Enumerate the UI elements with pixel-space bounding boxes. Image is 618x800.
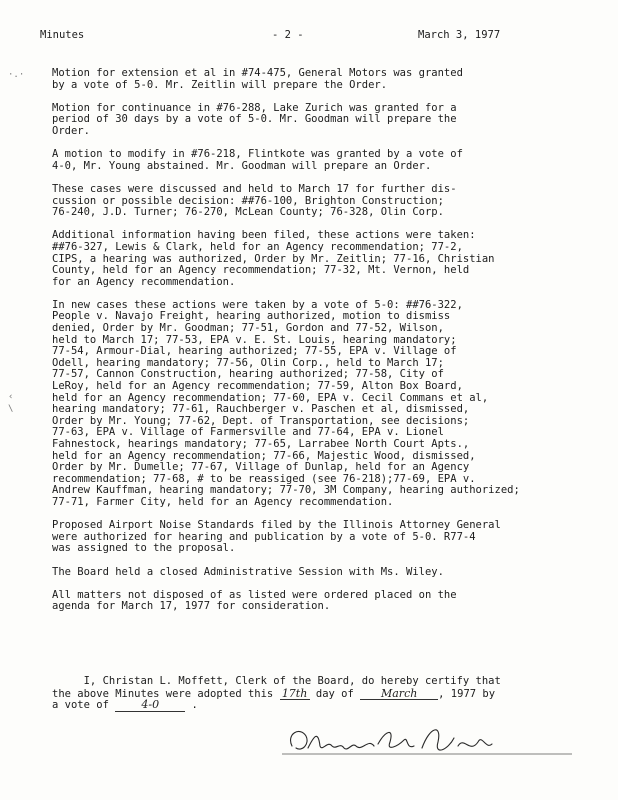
paragraph-airport-noise: Proposed Airport Noise Standards filed by the Illinois Attorney General were authorized for hearing and publication by a vote of 5-0. R77-4 was assigned to the proposal. xyxy=(52,519,501,555)
minutes-body xyxy=(52,68,588,625)
paragraph-additional-information: Additional information having been filed, these actions were taken: ##76-327, Lewis & Clark, held for an Agency recommendation; 77-2, CIPS, a hearing was authorized, Order by Mr. Zeitlin; 77-16, Christian County, held for an Agency recommendation; 77-32, Mt. Vernon, held for an Agency recommendation. xyxy=(52,229,495,288)
certification-line: a vote of 4-0 . xyxy=(52,698,198,712)
paragraph-flintkote: A motion to modify in #76-218, Flintkote was granted by a vote of 4-0, Mr. Young abstained. Mr. Goodman will prepare an Order. xyxy=(52,148,463,172)
page-number: - 2 - xyxy=(272,29,304,41)
margin-mark: ‹ xyxy=(8,392,14,402)
header-title: Minutes xyxy=(40,29,85,41)
clerk-signature xyxy=(282,716,582,766)
paragraph-matters-placed: All matters not disposed of as listed were ordered placed on the agenda for March 17, 1977 for consideration. xyxy=(52,588,457,613)
clerk-certification xyxy=(52,676,592,711)
header-date: March 3, 1977 xyxy=(418,29,501,41)
paragraph-general-motors: Motion for extension et al in #74-475, General Motors was granted by a vote of 5-0. Mr. Zeitlin will prepare the Order. xyxy=(52,67,463,91)
handwritten-vote: 4-0 xyxy=(115,699,185,712)
handwritten-month: March xyxy=(360,688,438,701)
paragraph-new-cases: In new cases these actions were taken by a vote of 5-0: ##76-322, People v. Navajo Freight, hearing authorized, motion to dismiss denied, Order by Mr. Goodman; 77-51, Gordon and 77-52, Wilson, held to March 17; 77-53, EPA v. E. St. Louis, hearing mandatory; 77-54, Armour-Dial, hearing authorized; 77-55, EPA v. Village of Odell, hearing mandatory; 77-56, Olin Corp., held to March 17; 77-57, Cannon Construction, hearing authorized; 77-58, City of LeRoy, held for an Agency recommendation; 77-59, Alton Box Board, held for an Agency recommendation; 77-60, EPA v. Cecil Commans et al, hearing mandatory; 77-61, Rauchberger v. Paschen et al, dismissed, Order by Mr. Young; 77-62, Dept. of Transportation, see decisions; 77-63, EPA v. Village of Farmersville and 77-64, EPA v. Lionel Fahnestock, hearings mandatory; 77-65, Larrabee North Court Apts., held for an Agency recommendation; 77-66, Majestic Wood, dismissed, Order by Mr. Dumelle; 77-67, Village of Dunlap, held for an Agency recommendation; 77-68, # to be reassiged (see 76-218);77-69, EPA v. Andrew Kauffman, hearing mandatory; 77-70, 3M Company, hearing authorized; 77-71, Farmer City, held for an Agency recommendation. xyxy=(52,298,520,508)
paragraph-administrative-session: The Board held a closed Administrative Session with Ms. Wiley. xyxy=(52,565,444,578)
paragraph-held-cases: These cases were discussed and held to March 17 for further dis- cussion or possible decision: ##76-100, Brighton Construction; 76-240, J.D. Turner; 76-270, McLean County; 76-328, Olin Corp. xyxy=(52,182,457,219)
page-header xyxy=(0,30,618,44)
handwritten-day: 17th xyxy=(280,688,310,701)
margin-mark: \ xyxy=(8,404,14,414)
paragraph-lake-zurich: Motion for continuance in #76-288, Lake Zurich was granted for a period of 30 days by a vote of 5-0. Mr. Goodman will prepare the Order. xyxy=(52,101,457,137)
certification-line: the above Minutes were adopted this 17th day of March , 1977 by xyxy=(52,686,496,700)
certification-line: I, Christan L. Moffett, Clerk of the Board, do hereby certify that xyxy=(52,675,501,687)
margin-mark: ·.· xyxy=(8,70,25,80)
